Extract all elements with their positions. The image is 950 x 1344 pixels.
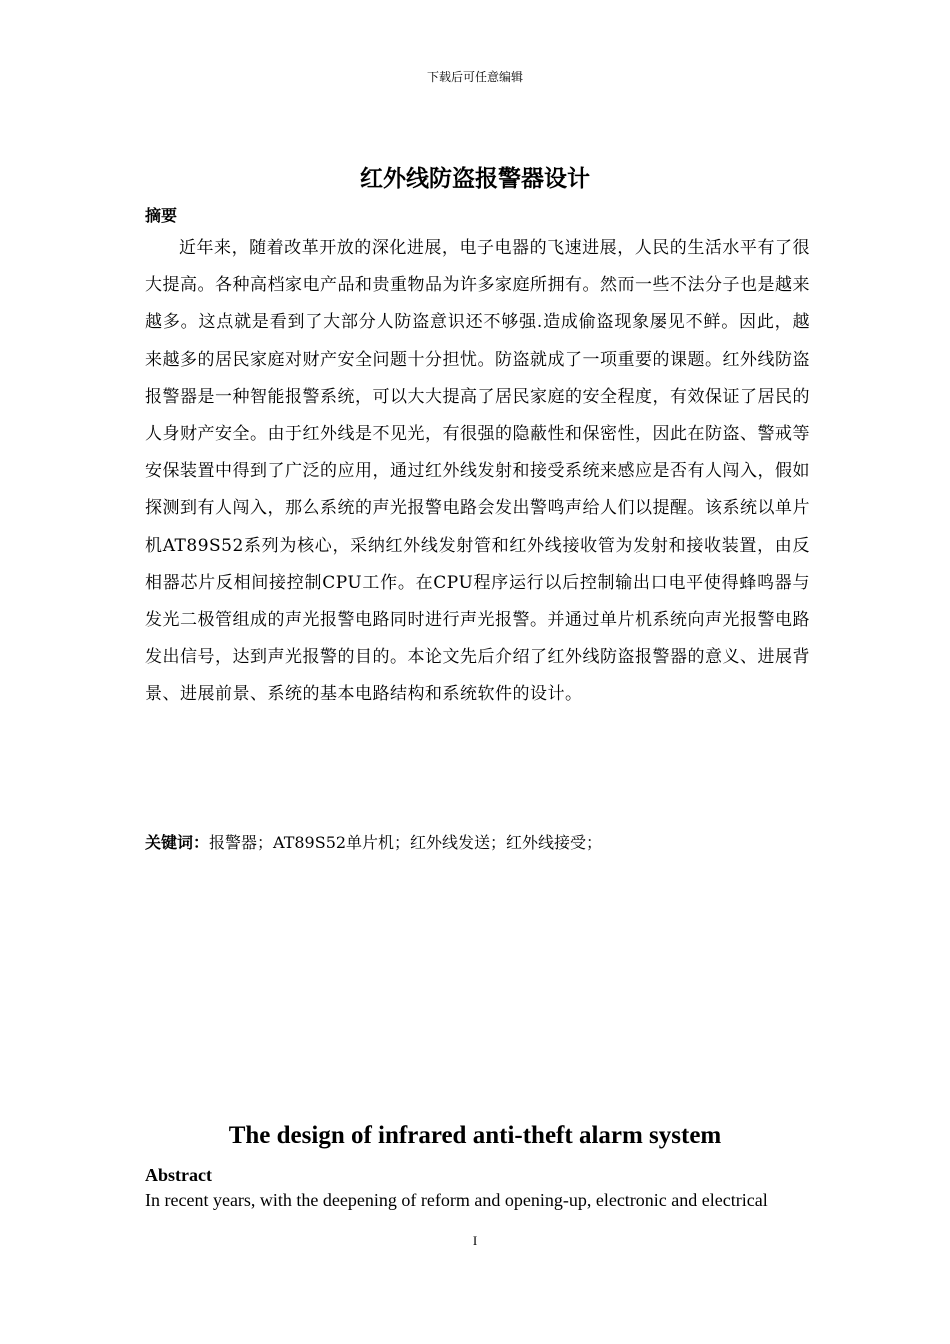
chinese-title: 红外线防盗报警器设计	[360, 166, 590, 192]
english-title: The design of infrared anti-theft alarm system	[228, 1122, 722, 1149]
abstract-heading-cn: 摘要	[145, 206, 178, 225]
abstract-heading-en: Abstract	[145, 1165, 212, 1185]
keywords-label: 关键词：	[145, 833, 210, 852]
page-number: I	[472, 1233, 478, 1248]
abstract-body-cn: 近年来，随着改革开放的深化进展，电子电器的飞速进展，人民的生活水平有了很大提高。各种高档家电产品和贵重物品为许多家庭所拥有。然而一些不法分子也是越来越多。这点就是看到了大部分人防盗意识还不够强.造成偷盗现象屡见不鲜。因此，越来越多的居民家庭对财产安全问题十分担忧。防盗就成了一项重要的课题。红外线防盗报警器是一种智能报警系统，可以大大提高了居民家庭的安全程度，有效保证了居民的人身财产安全。由于红外线是不见光，有很强的隐蔽性和保密性，因此在防盗、警戒等安保装置中得到了广泛的应用，通过红外线发射和接受系统来感应是否有人闯入，假如探测到有人闯入，那么系统的声光报警电路会发出警鸣声给人们以提醒。该系统以单片机AT89S52系列为核心，采纳红外线发射管和红外线接收管为发射和接收装置，由反相器芯片反相间接控制CPU工作。在CPU程序运行以后控制输出口电平使得蜂鸣器与发光二极管组成的声光报警电路同时进行声光报警。并通过单片机系统向声光报警电路发出信号，达到声光报警的目的。本论文先后介绍了红外线防盗报警器的意义、进展背景、进展前景、系统的基本电路结构和系统软件的设计。	[145, 238, 810, 705]
page-header: 下载后可任意编辑	[426, 70, 523, 84]
keywords-line	[145, 830, 810, 853]
abstract-body-en: In recent years, with the deepening of reform and opening-up, electronic and electrical	[145, 1190, 768, 1210]
keywords-text: 报警器；AT89S52单片机；红外线发送；红外线接受；	[209, 833, 603, 852]
